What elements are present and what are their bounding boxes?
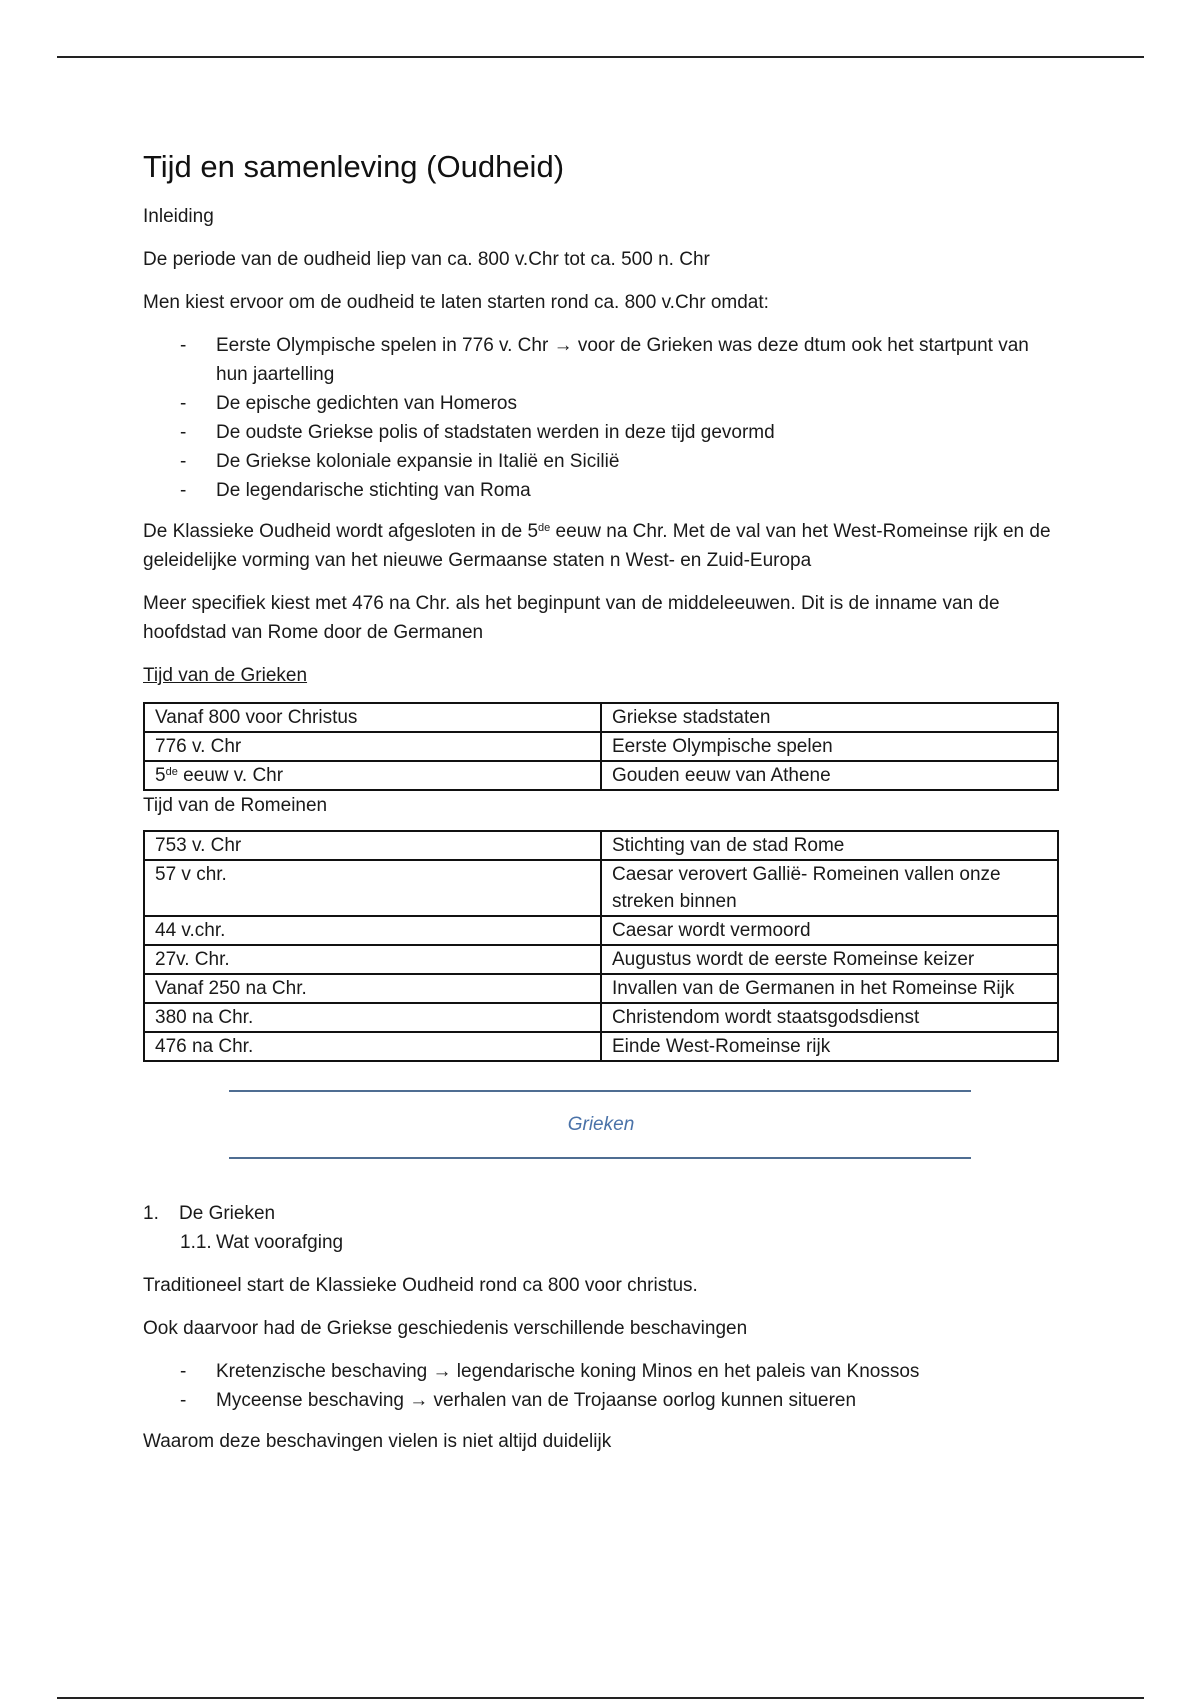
outline-text: Wat voorafging (216, 1232, 344, 1253)
table-cell-event: Caesar verovert Gallië- Romeinen vallen onze streken binnen (601, 860, 1058, 916)
outline-text: De Grieken (179, 1203, 276, 1224)
outline (143, 1199, 1059, 1257)
page-title: Tijd en samenleving (Oudheid) (143, 149, 565, 184)
table-cell-date: 44 v.chr. (144, 916, 601, 945)
section-title: Grieken (567, 1114, 635, 1135)
civilizations-list (143, 1357, 1059, 1415)
table-cell-event: Christendom wordt staatsgodsdienst (601, 1003, 1058, 1032)
table-cell-date: 27v. Chr. (144, 945, 601, 974)
intro-heading: Inleiding (143, 206, 214, 227)
list-item: - Myceense beschaving → verhalen van de Trojaanse oorlog kunnen situeren (216, 1386, 1059, 1415)
table-cell-event: Invallen van de Germanen in het Romeinse Rijk (601, 974, 1058, 1003)
table-row (144, 1003, 1058, 1032)
paragraph-traditional-start: Traditioneel start de Klassieke Oudheid rond ca 800 voor christus. (143, 1275, 698, 1296)
table-cell-event: Caesar wordt vermoord (601, 916, 1058, 945)
list-item: - Eerste Olympische spelen in 776 v. Chr → voor de Grieken was deze dtum ook het startpunt van hun jaartelling (216, 331, 1059, 389)
romans-heading: Tijd van de Romeinen (143, 795, 328, 816)
outline-subitem (143, 1228, 1059, 1257)
section-divider-top (229, 1090, 971, 1092)
table-cell-date: Vanaf 250 na Chr. (144, 974, 601, 1003)
table-cell-event: Einde West-Romeinse rijk (601, 1032, 1058, 1061)
table-row (144, 761, 1058, 790)
table-row (144, 732, 1058, 761)
table-row (144, 860, 1058, 916)
superscript: de (538, 522, 551, 534)
outline-number: 1. (143, 1203, 159, 1224)
table-row (144, 974, 1058, 1003)
table-cell-event: Augustus wordt de eerste Romeinse keizer (601, 945, 1058, 974)
list-item: - De oudste Griekse polis of stadstaten werden in deze tijd gevormd (216, 418, 1059, 447)
section-divider-bottom (229, 1157, 971, 1159)
outline-number: 1.1. (180, 1232, 212, 1253)
outline-item (143, 1199, 1059, 1228)
list-item: - De legendarische stichting van Roma (216, 476, 1059, 505)
header-rule (57, 56, 1144, 58)
paragraph-period: De periode van de oudheid liep van ca. 800 v.Chr tot ca. 500 n. Chr (143, 249, 710, 270)
table-cell-date: 476 na Chr. (144, 1032, 601, 1061)
text-segment: De Klassieke Oudheid wordt afgesloten in de 5 (143, 521, 539, 542)
table-cell-event: Gouden eeuw van Athene (601, 761, 1058, 790)
document-body (143, 146, 1059, 1470)
paragraph-middle-ages: Meer specifiek kiest met 476 na Chr. als het beginpunt van de middeleeuwen. Dit is de inname van de hoofdstad van Rome door de Germanen (143, 593, 1000, 643)
table-row (144, 916, 1058, 945)
table-cell-date: 776 v. Chr (144, 732, 601, 761)
table-cell-event: Stichting van de stad Rome (601, 831, 1058, 860)
text-segment: 5 (155, 765, 166, 786)
paragraph-earlier-civilizations: Ook daarvoor had de Griekse geschiedenis verschillende beschavingen (143, 1318, 748, 1339)
list-item: - De Griekse koloniale expansie in Italië en Sicilië (216, 447, 1059, 476)
romans-timeline-table (143, 830, 1059, 1062)
table-row (144, 945, 1058, 974)
paragraph-fall-unclear: Waarom deze beschavingen vielen is niet altijd duidelijk (143, 1431, 612, 1452)
text-segment: eeuw na Chr. Met de val van het West-Romeinse rijk en de geleidelijke vorming van het nieuwe Germaanse staten n West- en Zuid-Europa (143, 521, 1051, 571)
table-cell-date (144, 761, 601, 790)
footer-rule (57, 1697, 1144, 1699)
table-cell-date: 380 na Chr. (144, 1003, 601, 1032)
greeks-heading: Tijd van de Grieken (143, 665, 308, 686)
text-segment: eeuw v. Chr (177, 765, 284, 786)
list-item: - Kretenzische beschaving → legendarische koning Minos en het paleis van Knossos (216, 1357, 1059, 1386)
paragraph-end-antiquity (143, 517, 1059, 575)
paragraph-start-reason: Men kiest ervoor om de oudheid te laten starten rond ca. 800 v.Chr omdat: (143, 292, 769, 313)
greeks-timeline-table (143, 702, 1059, 791)
table-cell-event: Griekse stadstaten (601, 703, 1058, 732)
table-cell-event: Eerste Olympische spelen (601, 732, 1058, 761)
superscript: de (165, 766, 178, 778)
table-cell-date: Vanaf 800 voor Christus (144, 703, 601, 732)
reasons-list (143, 331, 1059, 505)
table-row (144, 831, 1058, 860)
table-row (144, 703, 1058, 732)
table-cell-date: 57 v chr. (144, 860, 601, 916)
table-cell-date: 753 v. Chr (144, 831, 601, 860)
list-item: - De epische gedichten van Homeros (216, 389, 1059, 418)
table-row (144, 1032, 1058, 1061)
